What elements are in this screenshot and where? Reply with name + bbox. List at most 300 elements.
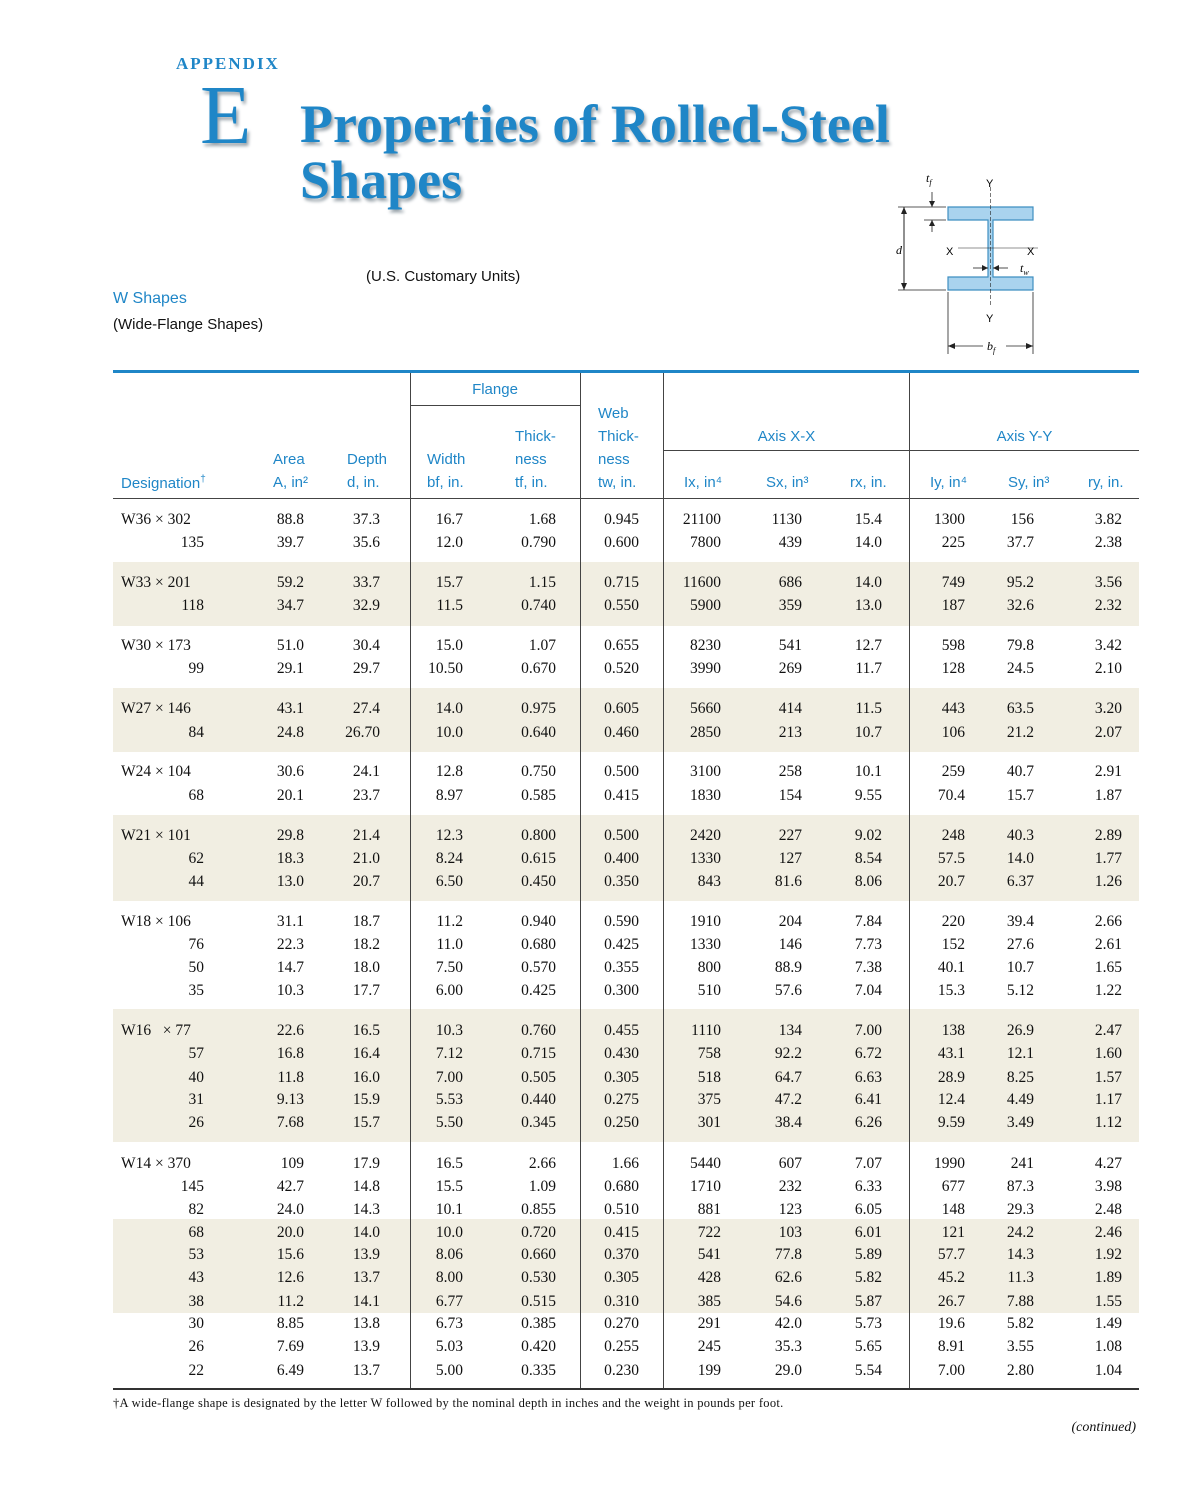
cell-value: 26.70 bbox=[345, 724, 380, 741]
cell-value: 35.6 bbox=[352, 534, 380, 551]
table-row bbox=[0, 574, 1200, 597]
header-iy: Iy, in⁴ bbox=[930, 474, 968, 491]
cell-value: 43.1 bbox=[937, 1045, 965, 1062]
page-title bbox=[300, 96, 890, 208]
header-thick-3: tf, in. bbox=[515, 474, 548, 491]
cell-value: 6.77 bbox=[435, 1293, 463, 1310]
table-row bbox=[0, 660, 1200, 683]
cell-value: 21.0 bbox=[352, 850, 380, 867]
cell-value: 64.7 bbox=[774, 1069, 802, 1086]
cell-value: 2.80 bbox=[1006, 1362, 1034, 1379]
header-width-1: Width bbox=[427, 451, 466, 468]
cell-value: 13.0 bbox=[276, 873, 304, 890]
cell-value: 4.27 bbox=[1094, 1155, 1122, 1172]
cell-designation: 68 bbox=[188, 1224, 204, 1241]
cell-value: 1.07 bbox=[528, 637, 556, 654]
cell-value: 414 bbox=[778, 700, 802, 717]
cell-value: 138 bbox=[941, 1022, 965, 1039]
cell-value: 0.585 bbox=[521, 787, 556, 804]
cell-value: 0.275 bbox=[604, 1091, 639, 1108]
cell-value: 241 bbox=[1010, 1155, 1034, 1172]
header-web-4: tw, in. bbox=[598, 474, 637, 491]
cell-value: 375 bbox=[697, 1091, 721, 1108]
cell-value: 0.590 bbox=[604, 913, 639, 930]
cell-value: 35.3 bbox=[774, 1338, 802, 1355]
cell-value: 6.72 bbox=[854, 1045, 882, 1062]
cell-value: 1.77 bbox=[1094, 850, 1122, 867]
cell-value: 1.49 bbox=[1094, 1315, 1122, 1332]
cell-value: 3.56 bbox=[1094, 574, 1122, 591]
cell-value: 2.66 bbox=[528, 1155, 556, 1172]
table-row bbox=[0, 1114, 1200, 1137]
header-rx: rx, in. bbox=[850, 474, 887, 491]
cell-value: 0.505 bbox=[521, 1069, 556, 1086]
cell-value: 8.54 bbox=[854, 850, 882, 867]
cell-value: 22.6 bbox=[276, 1022, 304, 1039]
cell-value: 77.8 bbox=[774, 1246, 802, 1263]
cell-value: 0.460 bbox=[604, 724, 639, 741]
cell-value: 88.9 bbox=[774, 959, 802, 976]
cell-value: 5440 bbox=[690, 1155, 721, 1172]
cell-value: 0.800 bbox=[521, 827, 556, 844]
cell-value: 0.640 bbox=[521, 724, 556, 741]
cell-value: 258 bbox=[778, 763, 802, 780]
header-web-2: Thick- bbox=[598, 428, 639, 445]
label-bf: $b_f$ bbox=[987, 339, 996, 355]
cell-value: 1710 bbox=[690, 1178, 721, 1195]
cell-designation: 82 bbox=[188, 1201, 204, 1218]
col-rule-3 bbox=[663, 373, 664, 1388]
cell-value: 0.600 bbox=[604, 534, 639, 551]
cell-value: 0.300 bbox=[604, 982, 639, 999]
table-row bbox=[0, 1155, 1200, 1178]
cell-value: 0.760 bbox=[521, 1022, 556, 1039]
cell-value: 0.400 bbox=[604, 850, 639, 867]
cell-value: 1130 bbox=[771, 511, 802, 528]
title-line-2: Shapes bbox=[300, 150, 463, 210]
cell-value: 15.6 bbox=[276, 1246, 304, 1263]
cell-value: 1300 bbox=[934, 511, 965, 528]
cell-value: 5.65 bbox=[854, 1338, 882, 1355]
cell-value: 800 bbox=[697, 959, 721, 976]
cell-designation: W14 × 370 bbox=[121, 1155, 191, 1172]
cell-value: 6.50 bbox=[435, 873, 463, 890]
cell-value: 269 bbox=[778, 660, 802, 677]
cell-value: 24.0 bbox=[276, 1201, 304, 1218]
cell-value: 47.2 bbox=[774, 1091, 802, 1108]
table-top-rule bbox=[113, 370, 1139, 373]
cell-value: 14.3 bbox=[1006, 1246, 1034, 1263]
cell-value: 95.2 bbox=[1006, 574, 1034, 591]
cell-value: 7.88 bbox=[1006, 1293, 1034, 1310]
cell-value: 42.7 bbox=[276, 1178, 304, 1195]
cell-value: 1.92 bbox=[1094, 1246, 1122, 1263]
cell-designation: 26 bbox=[188, 1114, 204, 1131]
cell-value: 5660 bbox=[690, 700, 721, 717]
cell-value: 21.2 bbox=[1006, 724, 1034, 741]
cell-value: 0.250 bbox=[604, 1114, 639, 1131]
table-row bbox=[0, 1269, 1200, 1292]
cell-value: 11.0 bbox=[436, 936, 463, 953]
cell-value: 6.33 bbox=[854, 1178, 882, 1195]
header-width-2: bf, in. bbox=[427, 474, 464, 491]
cell-value: 16.8 bbox=[276, 1045, 304, 1062]
header-area-1: Area bbox=[273, 451, 305, 468]
cell-value: 20.7 bbox=[937, 873, 965, 890]
cell-value: 31.1 bbox=[276, 913, 304, 930]
cell-value: 0.450 bbox=[521, 873, 556, 890]
cell-value: 33.7 bbox=[352, 574, 380, 591]
header-thick-2: ness bbox=[515, 451, 547, 468]
cell-designation: W33 × 201 bbox=[121, 574, 191, 591]
cell-value: 28.9 bbox=[937, 1069, 965, 1086]
cell-value: 2.07 bbox=[1094, 724, 1122, 741]
cell-value: 301 bbox=[697, 1114, 721, 1131]
cell-value: 3.82 bbox=[1094, 511, 1122, 528]
cell-value: 8.85 bbox=[276, 1315, 304, 1332]
cell-value: 30.4 bbox=[352, 637, 380, 654]
cell-value: 5.82 bbox=[854, 1269, 882, 1286]
cell-value: 40.3 bbox=[1006, 827, 1034, 844]
cell-value: 70.4 bbox=[937, 787, 965, 804]
cell-value: 677 bbox=[941, 1178, 965, 1195]
cell-value: 0.415 bbox=[604, 1224, 639, 1241]
cell-value: 0.415 bbox=[604, 787, 639, 804]
cell-value: 5.82 bbox=[1006, 1315, 1034, 1332]
cell-value: 1.08 bbox=[1094, 1338, 1122, 1355]
cell-value: 598 bbox=[941, 637, 965, 654]
cell-value: 2.32 bbox=[1094, 597, 1122, 614]
label-y-bottom: Y bbox=[986, 313, 994, 325]
header-axis-xx: Axis X-X bbox=[757, 428, 816, 445]
cell-value: 10.0 bbox=[435, 724, 463, 741]
cell-value: 0.790 bbox=[521, 534, 556, 551]
cell-value: 204 bbox=[778, 913, 802, 930]
cell-value: 749 bbox=[941, 574, 965, 591]
cell-designation: 57 bbox=[188, 1045, 204, 1062]
cell-value: 8.06 bbox=[435, 1246, 463, 1263]
table-row bbox=[0, 1362, 1200, 1385]
cell-value: 14.0 bbox=[435, 700, 463, 717]
cell-value: 13.7 bbox=[352, 1362, 380, 1379]
cell-value: 39.4 bbox=[1006, 913, 1034, 930]
cell-value: 123 bbox=[778, 1201, 802, 1218]
cell-value: 43.1 bbox=[276, 700, 304, 717]
cell-value: 0.680 bbox=[521, 936, 556, 953]
cell-value: 7.07 bbox=[854, 1155, 882, 1172]
cell-value: 10.7 bbox=[854, 724, 882, 741]
cell-value: 0.500 bbox=[604, 763, 639, 780]
table-row bbox=[0, 1201, 1200, 1224]
cell-value: 6.37 bbox=[1006, 873, 1034, 890]
cell-value: 18.3 bbox=[276, 850, 304, 867]
cell-value: 7.69 bbox=[276, 1338, 304, 1355]
cell-value: 722 bbox=[697, 1224, 721, 1241]
table-row bbox=[0, 1022, 1200, 1045]
cell-value: 2.38 bbox=[1094, 534, 1122, 551]
cell-designation: 31 bbox=[188, 1091, 204, 1108]
header-ry: ry, in. bbox=[1088, 474, 1124, 491]
cell-designation: W18 × 106 bbox=[121, 913, 191, 930]
cell-value: 62.6 bbox=[774, 1269, 802, 1286]
header-web-3: ness bbox=[598, 451, 630, 468]
cell-value: 152 bbox=[941, 936, 965, 953]
cell-value: 385 bbox=[697, 1293, 721, 1310]
cell-value: 14.0 bbox=[854, 574, 882, 591]
cell-value: 0.335 bbox=[521, 1362, 556, 1379]
cell-value: 106 bbox=[941, 724, 965, 741]
cell-designation: 62 bbox=[188, 850, 204, 867]
w-shape-diagram bbox=[888, 162, 1048, 362]
cell-value: 0.345 bbox=[521, 1114, 556, 1131]
cell-value: 1.55 bbox=[1094, 1293, 1122, 1310]
table-row bbox=[0, 724, 1200, 747]
cell-designation: W16 × 77 bbox=[121, 1022, 191, 1039]
cell-value: 6.05 bbox=[854, 1201, 882, 1218]
cell-value: 0.715 bbox=[521, 1045, 556, 1062]
cell-value: 0.515 bbox=[521, 1293, 556, 1310]
cell-value: 843 bbox=[697, 873, 721, 890]
units-label: (U.S. Customary Units) bbox=[366, 268, 521, 285]
label-x-right: X bbox=[1027, 246, 1035, 258]
cell-value: 24.2 bbox=[1006, 1224, 1034, 1241]
cell-value: 21.4 bbox=[352, 827, 380, 844]
cell-value: 0.440 bbox=[521, 1091, 556, 1108]
header-designation: Designation† bbox=[121, 474, 206, 492]
cell-value: 5.87 bbox=[854, 1293, 882, 1310]
cell-value: 0.355 bbox=[604, 959, 639, 976]
cell-value: 3100 bbox=[690, 763, 721, 780]
cell-value: 7.12 bbox=[435, 1045, 463, 1062]
cell-value: 0.430 bbox=[604, 1045, 639, 1062]
table-row bbox=[0, 1293, 1200, 1316]
cell-value: 0.605 bbox=[604, 700, 639, 717]
cell-designation: 50 bbox=[188, 959, 204, 976]
cell-value: 34.7 bbox=[276, 597, 304, 614]
label-tw: $t_w$ bbox=[1020, 261, 1029, 277]
header-sy: Sy, in³ bbox=[1008, 474, 1050, 491]
cell-value: 10.3 bbox=[276, 982, 304, 999]
cell-value: 225 bbox=[941, 534, 965, 551]
cell-value: 54.6 bbox=[774, 1293, 802, 1310]
cell-value: 11.2 bbox=[436, 913, 463, 930]
cell-value: 26.7 bbox=[937, 1293, 965, 1310]
cell-value: 1.17 bbox=[1094, 1091, 1122, 1108]
cell-value: 10.0 bbox=[435, 1224, 463, 1241]
cell-value: 2.89 bbox=[1094, 827, 1122, 844]
cell-value: 7.84 bbox=[854, 913, 882, 930]
cell-value: 0.305 bbox=[604, 1069, 639, 1086]
cell-designation: 118 bbox=[181, 597, 204, 614]
cell-value: 0.940 bbox=[521, 913, 556, 930]
cell-value: 87.3 bbox=[1006, 1178, 1034, 1195]
cell-value: 51.0 bbox=[276, 637, 304, 654]
table-row bbox=[0, 511, 1200, 534]
cell-value: 79.8 bbox=[1006, 637, 1034, 654]
cell-value: 12.6 bbox=[276, 1269, 304, 1286]
cell-value: 0.855 bbox=[521, 1201, 556, 1218]
cell-value: 3.42 bbox=[1094, 637, 1122, 654]
cell-value: 2.91 bbox=[1094, 763, 1122, 780]
cell-value: 7.00 bbox=[854, 1022, 882, 1039]
cell-value: 758 bbox=[697, 1045, 721, 1062]
cell-designation: 76 bbox=[188, 936, 204, 953]
cell-value: 5.53 bbox=[435, 1091, 463, 1108]
cell-value: 6.63 bbox=[854, 1069, 882, 1086]
cell-value: 0.550 bbox=[604, 597, 639, 614]
header-sx: Sx, in³ bbox=[766, 474, 809, 491]
cell-value: 15.7 bbox=[352, 1114, 380, 1131]
cell-value: 29.3 bbox=[1006, 1201, 1034, 1218]
col-rule-2 bbox=[580, 373, 581, 1388]
cell-value: 1.89 bbox=[1094, 1269, 1122, 1286]
cell-value: 15.3 bbox=[937, 982, 965, 999]
table-row bbox=[0, 637, 1200, 660]
header-web-1: Web bbox=[598, 405, 629, 422]
cell-value: 109 bbox=[280, 1155, 304, 1172]
cell-value: 12.8 bbox=[435, 763, 463, 780]
cell-value: 15.0 bbox=[435, 637, 463, 654]
table-row bbox=[0, 534, 1200, 557]
cell-value: 0.500 bbox=[604, 827, 639, 844]
cell-value: 1330 bbox=[690, 850, 721, 867]
cell-value: 7.50 bbox=[435, 959, 463, 976]
cell-value: 128 bbox=[941, 660, 965, 677]
table-row bbox=[0, 1045, 1200, 1068]
label-y-top: Y bbox=[986, 178, 994, 190]
cell-value: 5.12 bbox=[1006, 982, 1034, 999]
cell-value: 1910 bbox=[690, 913, 721, 930]
cell-value: 3.20 bbox=[1094, 700, 1122, 717]
cell-value: 10.7 bbox=[1006, 959, 1034, 976]
cell-value: 14.0 bbox=[854, 534, 882, 551]
cell-value: 16.0 bbox=[352, 1069, 380, 1086]
cell-value: 8.97 bbox=[435, 787, 463, 804]
cell-value: 9.55 bbox=[854, 787, 882, 804]
cell-designation: 135 bbox=[180, 534, 204, 551]
cell-value: 10.3 bbox=[435, 1022, 463, 1039]
cell-value: 0.680 bbox=[604, 1178, 639, 1195]
cell-value: 0.230 bbox=[604, 1362, 639, 1379]
table-row bbox=[0, 1069, 1200, 1092]
cell-value: 8.00 bbox=[435, 1269, 463, 1286]
cell-value: 59.2 bbox=[276, 574, 304, 591]
cell-value: 0.255 bbox=[604, 1338, 639, 1355]
cell-value: 428 bbox=[697, 1269, 721, 1286]
cell-value: 88.8 bbox=[276, 511, 304, 528]
cell-value: 14.3 bbox=[352, 1201, 380, 1218]
label-tf: $t_f$ bbox=[926, 171, 932, 187]
cell-value: 16.5 bbox=[352, 1022, 380, 1039]
cell-value: 8230 bbox=[690, 637, 721, 654]
cell-value: 881 bbox=[697, 1201, 721, 1218]
cell-value: 2850 bbox=[690, 724, 721, 741]
footnote: †A wide-flange shape is designated by the letter W followed by the nominal depth in inches and the weight in pounds per foot. bbox=[113, 1396, 784, 1410]
cell-value: 40.7 bbox=[1006, 763, 1034, 780]
table-row bbox=[0, 1338, 1200, 1361]
cell-value: 2420 bbox=[690, 827, 721, 844]
cell-value: 0.720 bbox=[521, 1224, 556, 1241]
header-area-2: A, in² bbox=[273, 474, 309, 491]
cell-value: 11.5 bbox=[436, 597, 463, 614]
section-heading: W Shapes bbox=[113, 290, 187, 307]
cell-value: 16.5 bbox=[435, 1155, 463, 1172]
cell-value: 3.98 bbox=[1094, 1178, 1122, 1195]
cell-value: 103 bbox=[778, 1224, 802, 1241]
cell-value: 227 bbox=[778, 827, 802, 844]
title-line-1: Properties of Rolled-Steel bbox=[300, 94, 890, 154]
cell-value: 11.5 bbox=[855, 700, 882, 717]
cell-value: 18.7 bbox=[352, 913, 380, 930]
cell-value: 10.1 bbox=[435, 1201, 463, 1218]
table-row bbox=[0, 1178, 1200, 1201]
table-row bbox=[0, 850, 1200, 873]
table-row bbox=[0, 913, 1200, 936]
cell-value: 24.8 bbox=[276, 724, 304, 741]
cell-value: 5.50 bbox=[435, 1114, 463, 1131]
cell-value: 2.47 bbox=[1094, 1022, 1122, 1039]
cell-value: 1.60 bbox=[1094, 1045, 1122, 1062]
cell-value: 40.1 bbox=[937, 959, 965, 976]
cell-value: 11.3 bbox=[1007, 1269, 1034, 1286]
cell-value: 8.91 bbox=[937, 1338, 965, 1355]
cell-value: 0.455 bbox=[604, 1022, 639, 1039]
cell-designation: W27 × 146 bbox=[121, 700, 191, 717]
cell-value: 1.68 bbox=[528, 511, 556, 528]
cell-designation: 35 bbox=[188, 982, 204, 999]
cell-value: 0.655 bbox=[604, 637, 639, 654]
cell-value: 443 bbox=[941, 700, 965, 717]
cell-value: 18.2 bbox=[352, 936, 380, 953]
cell-value: 1110 bbox=[691, 1022, 721, 1039]
cell-value: 0.520 bbox=[604, 660, 639, 677]
header-depth-1: Depth bbox=[347, 451, 388, 468]
cell-designation: 145 bbox=[180, 1178, 204, 1195]
cell-value: 541 bbox=[697, 1246, 721, 1263]
cell-value: 27.4 bbox=[352, 700, 380, 717]
cell-value: 7.73 bbox=[854, 936, 882, 953]
cell-value: 518 bbox=[697, 1069, 721, 1086]
cell-value: 5900 bbox=[690, 597, 721, 614]
cell-value: 26.9 bbox=[1006, 1022, 1034, 1039]
cell-value: 0.530 bbox=[521, 1269, 556, 1286]
cell-value: 13.0 bbox=[854, 597, 882, 614]
flange-rule bbox=[410, 405, 580, 406]
cell-value: 16.7 bbox=[435, 511, 463, 528]
cell-value: 686 bbox=[778, 574, 802, 591]
cell-designation: 38 bbox=[188, 1293, 204, 1310]
cell-value: 1.15 bbox=[528, 574, 556, 591]
cell-value: 121 bbox=[941, 1224, 965, 1241]
cell-value: 15.7 bbox=[1006, 787, 1034, 804]
cell-value: 57.6 bbox=[774, 982, 802, 999]
cell-value: 45.2 bbox=[937, 1269, 965, 1286]
cell-value: 20.0 bbox=[276, 1224, 304, 1241]
cell-value: 5.03 bbox=[435, 1338, 463, 1355]
cell-designation: 26 bbox=[188, 1338, 204, 1355]
cell-designation: 43 bbox=[188, 1269, 204, 1286]
cell-value: 9.59 bbox=[937, 1114, 965, 1131]
cell-value: 541 bbox=[778, 637, 802, 654]
cell-designation: 99 bbox=[188, 660, 204, 677]
cell-value: 37.3 bbox=[352, 511, 380, 528]
cell-value: 12.3 bbox=[435, 827, 463, 844]
cell-value: 0.425 bbox=[521, 982, 556, 999]
label-x-left: X bbox=[946, 246, 954, 258]
continued-label: (continued) bbox=[1071, 1420, 1136, 1435]
appendix-label: APPENDIX bbox=[176, 54, 280, 73]
cell-value: 134 bbox=[778, 1022, 802, 1039]
